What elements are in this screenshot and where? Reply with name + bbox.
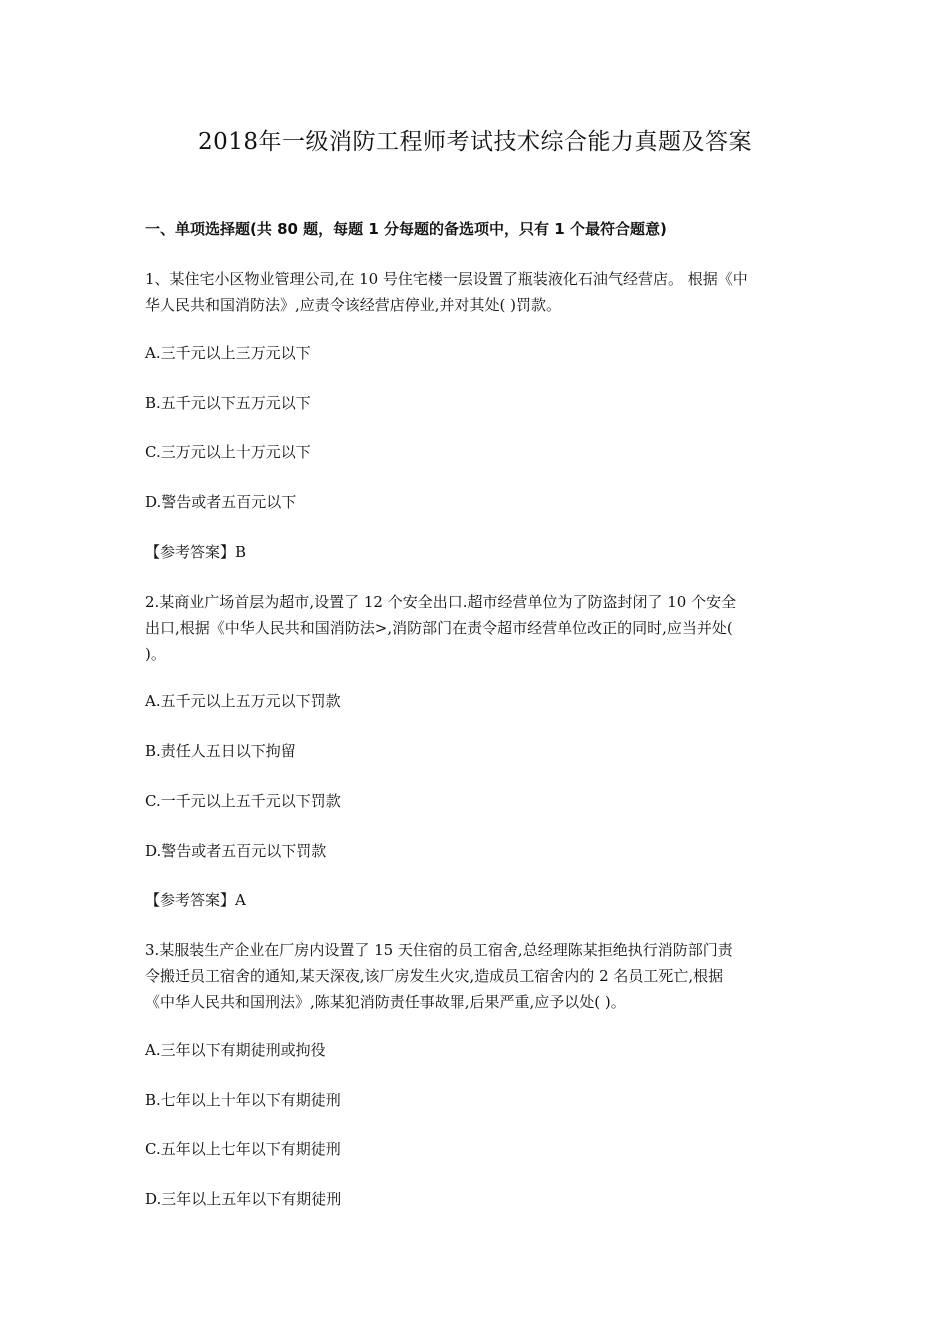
question-3-option-c: C.五年以上七年以下有期徒刑: [145, 1140, 341, 1158]
question-stem-line: 《中华人民共和国刑法》,陈某犯消防责任事故罪,后果严重,应予以处( )。: [145, 993, 626, 1011]
question-1-option-b: B.五千元以下五万元以下: [145, 394, 311, 412]
question-stem-line: 2.某商业广场首层为超市,设置了 12 个安全出口.超市经营单位为了防盗封闭了 10 个安全: [145, 593, 737, 611]
question-1-answer: 【参考答案】B: [145, 543, 247, 561]
question-2-option-b: B.责任人五日以下拘留: [145, 742, 296, 760]
question-stem-line: 出口,根据《中华人民共和国消防法>,消防部门在责令超市经营单位改正的同时,应当并处(: [145, 619, 733, 637]
document-title: 2018年一级消防工程师考试技术综合能力真题及答案: [197, 129, 753, 155]
question-stem-line: )。: [145, 645, 166, 663]
section-heading: 一、单项选择题(共 80 题，每题 1 分每题的备选项中，只有 1 个最符合题意): [145, 220, 667, 238]
question-stem-line: 令搬迁员工宿舍的通知,某天深夜,该厂房发生火灾,造成员工宿舍内的 2 名员工死亡,根据: [145, 967, 724, 985]
question-2-option-c: C.一千元以上五千元以下罚款: [145, 792, 341, 810]
question-2-answer: 【参考答案】A: [145, 891, 246, 909]
question-2-option-d: D.警告或者五百元以下罚款: [145, 842, 327, 860]
question-3-option-b: B.七年以上十年以下有期徒刑: [145, 1091, 341, 1109]
question-2-option-a: A.五千元以上五万元以下罚款: [145, 692, 341, 710]
question-2-stem: [145, 589, 815, 667]
question-stem-line: 3.某服装生产企业在厂房内设置了 15 天住宿的员工宿舍,总经理陈某拒绝执行消防部门责: [145, 941, 733, 959]
question-stem-line: 华人民共和国消防法》,应责令该经营店停业,并对其处( )罚款。: [145, 296, 562, 314]
question-1-option-a: A.三千元以上三万元以下: [145, 344, 311, 362]
question-3-stem: [145, 937, 815, 1015]
question-3-option-a: A.三年以下有期徒刑或拘役: [145, 1041, 326, 1059]
question-1-option-d: D.警告或者五百元以下: [145, 493, 297, 511]
question-stem-line: 1、某住宅小区物业管理公司,在 10 号住宅楼一层设置了瓶装液化石油气经营店。 根据《中: [145, 270, 748, 288]
question-3-option-d: D.三年以上五年以下有期徒刑: [145, 1190, 342, 1208]
question-1-option-c: C.三万元以上十万元以下: [145, 443, 311, 461]
question-1-stem: [145, 266, 815, 318]
